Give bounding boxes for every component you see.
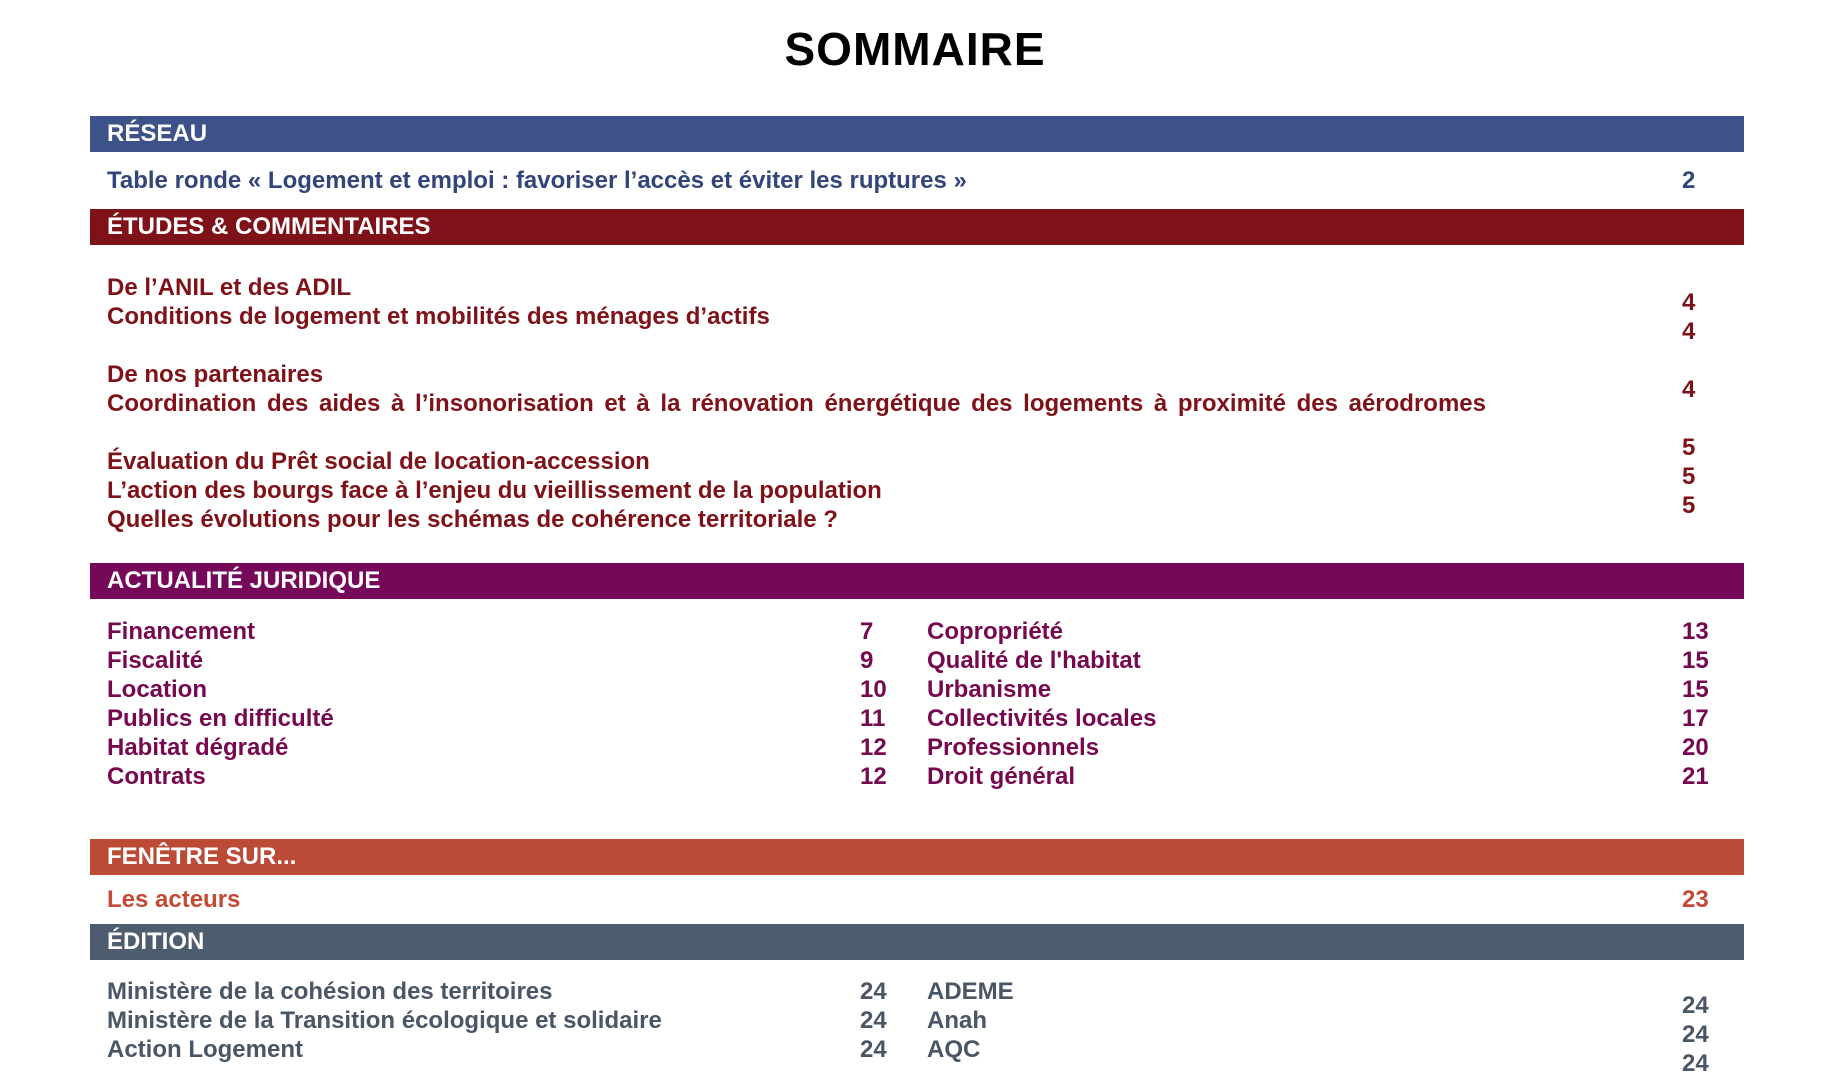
toc-entry-page: 4 bbox=[1682, 318, 1696, 345]
section-header-fenetre: FENÊTRE SUR... bbox=[90, 839, 1744, 875]
toc-entry-label: Collectivités locales bbox=[927, 705, 1157, 732]
toc-entry-page: 23 bbox=[1682, 886, 1709, 913]
toc-entry-label: Urbanisme bbox=[927, 676, 1052, 703]
toc-entry-label: Ministère de la Transition écologique et solidaire bbox=[107, 1007, 662, 1034]
toc-entry-label: Fiscalité bbox=[107, 647, 204, 674]
page-title: SOMMAIRE bbox=[784, 23, 1046, 75]
toc-entry-label[interactable]: Évaluation du Prêt social de location-accession bbox=[107, 448, 650, 475]
toc-entry-label: Action Logement bbox=[107, 1036, 303, 1063]
toc-entry-page: 20 bbox=[1682, 734, 1709, 761]
toc-entry-label: Droit général bbox=[927, 763, 1076, 790]
toc-entry-label[interactable]: L’action des bourgs face à l’enjeu du vieillissement de la population bbox=[107, 477, 882, 504]
toc-entry-label[interactable]: Anah bbox=[927, 1007, 987, 1034]
toc-entry-page: 24 bbox=[1682, 1021, 1709, 1048]
toc-entry-label[interactable]: Coordination des aides à l’insonorisation et à la rénovation énergétique des logements à proximité des aérodromes bbox=[107, 390, 1486, 417]
toc-entry-label: Location bbox=[107, 676, 207, 703]
toc-entry-label[interactable]: Quelles évolutions pour les schémas de cohérence territoriale ? bbox=[107, 506, 838, 533]
toc-entry-label[interactable]: ADEME bbox=[927, 978, 1014, 1005]
toc-entry-label: Publics en difficulté bbox=[107, 705, 334, 732]
toc-entry-page: 7 bbox=[860, 618, 874, 645]
toc-entry-label: Table ronde « Logement et emploi : favoriser l’accès et éviter les ruptures » bbox=[107, 167, 967, 194]
toc-entry-label: Les acteurs bbox=[107, 886, 241, 913]
toc-entry-page: 24 bbox=[860, 1007, 887, 1034]
toc-entry-page: 24 bbox=[860, 978, 887, 1005]
toc-entry-label: Copropriété bbox=[927, 618, 1064, 645]
toc-entry-label: Qualité de l'habitat bbox=[927, 647, 1141, 674]
toc-entry-label[interactable]: AQC bbox=[927, 1036, 981, 1063]
section-header-edition: ÉDITION bbox=[90, 924, 1744, 960]
toc-entry-label: Financement bbox=[107, 618, 256, 645]
toc-entry-page: 12 bbox=[860, 763, 887, 790]
toc-entry-label: Habitat dégradé bbox=[107, 734, 289, 761]
toc-entry-page: 15 bbox=[1682, 647, 1709, 674]
section-header-etudes: ÉTUDES & COMMENTAIRES bbox=[90, 209, 1744, 245]
toc-entry-page: 4 bbox=[1682, 289, 1696, 316]
subheading-partners: De nos partenaires bbox=[107, 361, 324, 388]
section-header-reseau: RÉSEAU bbox=[90, 116, 1744, 152]
toc-entry-label: Professionnels bbox=[927, 734, 1100, 761]
toc-entry-page: 17 bbox=[1682, 705, 1709, 732]
toc-entry-page: 2 bbox=[1682, 167, 1696, 194]
toc-entry-label[interactable]: Conditions de logement et mobilités des ménages d’actifs bbox=[107, 303, 770, 330]
toc-entry-page: 21 bbox=[1682, 763, 1709, 790]
toc-entry-page: 5 bbox=[1682, 492, 1696, 519]
subheading-anil: De l’ANIL et des ADIL bbox=[107, 274, 352, 301]
toc-entry-page: 15 bbox=[1682, 676, 1709, 703]
toc-entry-page: 11 bbox=[860, 705, 886, 732]
toc-entry-page: 24 bbox=[860, 1036, 887, 1063]
toc-entry-page: 10 bbox=[860, 676, 887, 703]
toc-entry-page: 5 bbox=[1682, 463, 1696, 490]
toc-entry-page: 5 bbox=[1682, 434, 1696, 461]
toc-entry-page: 24 bbox=[1682, 992, 1709, 1019]
section-header-juridique: ACTUALITÉ JURIDIQUE bbox=[90, 563, 1744, 599]
toc-entry-page: 12 bbox=[860, 734, 887, 761]
toc-entry-page: 24 bbox=[1682, 1050, 1709, 1077]
toc-entry-page: 4 bbox=[1682, 376, 1696, 403]
toc-entry-page: 9 bbox=[860, 647, 874, 674]
toc-entry-label: Contrats bbox=[107, 763, 206, 790]
toc-entry-label: Ministère de la cohésion des territoires bbox=[107, 978, 553, 1005]
toc-entry-page: 13 bbox=[1682, 618, 1709, 645]
